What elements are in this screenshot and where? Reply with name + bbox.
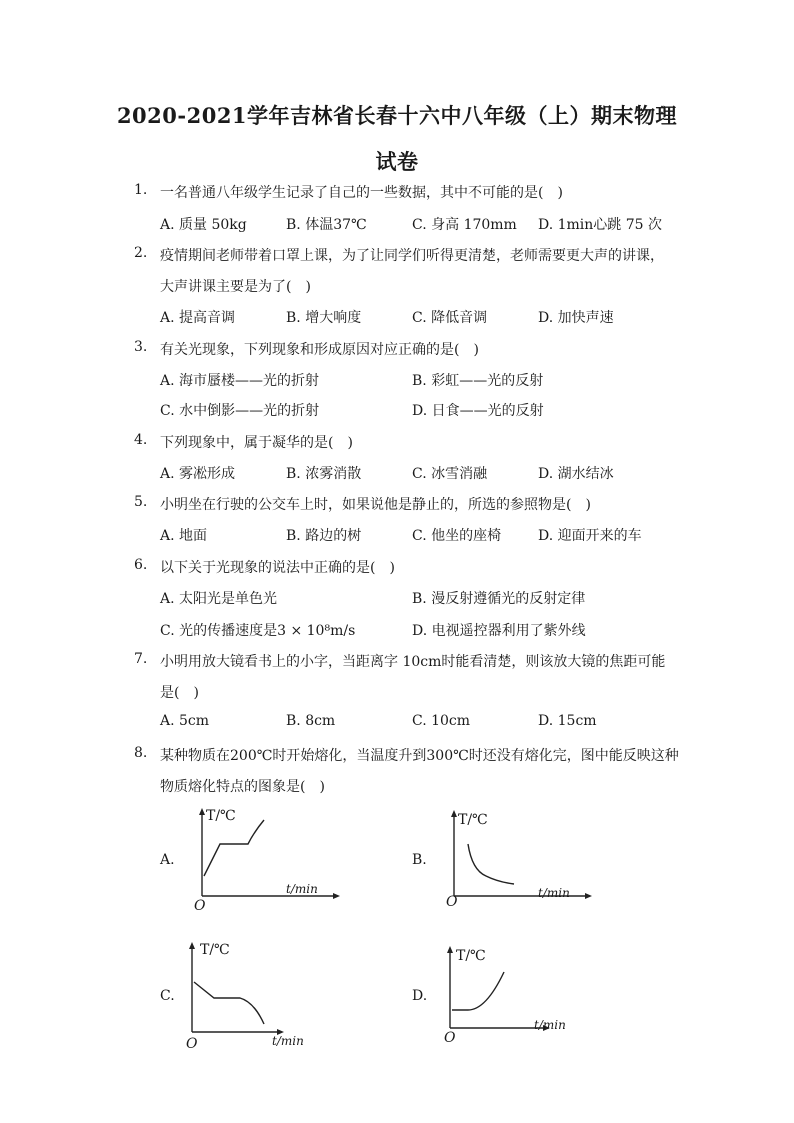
option-d[interactable]: D. bbox=[412, 988, 428, 1004]
paper-title-line2: 试卷 bbox=[375, 149, 419, 174]
curve bbox=[194, 982, 264, 1024]
question-number: 8. bbox=[134, 745, 148, 761]
question-number: 6. bbox=[134, 557, 148, 573]
option-b[interactable]: B. 体温37℃ bbox=[286, 217, 367, 233]
y-axis-label: T/℃ bbox=[200, 942, 230, 958]
option-d[interactable]: D. 湖水结冰 bbox=[538, 466, 614, 482]
option-c[interactable]: C. 降低音调 bbox=[412, 310, 488, 326]
option-c[interactable]: C. 水中倒影——光的折射 bbox=[160, 403, 320, 419]
option-b[interactable]: B. 彩虹——光的反射 bbox=[412, 373, 544, 389]
option-b[interactable]: B. bbox=[412, 852, 427, 868]
option-b[interactable]: B. 漫反射遵循光的反射定律 bbox=[412, 591, 586, 607]
option-d[interactable]: D. 电视遥控器利用了紫外线 bbox=[412, 623, 586, 639]
y-axis-label: T/℃ bbox=[458, 812, 488, 828]
origin-label: O bbox=[446, 894, 458, 910]
question-number: 5. bbox=[134, 494, 148, 510]
option-d[interactable]: D. 15cm bbox=[538, 713, 597, 729]
graph-d[interactable] bbox=[434, 944, 604, 1054]
question-number: 1. bbox=[134, 182, 148, 198]
question-text: 小明用放大镜看书上的小字，当距离字 10cm时能看清楚，则该放大镜的焦距可能 bbox=[160, 654, 666, 670]
option-a[interactable]: A. 太阳光是单色光 bbox=[160, 591, 278, 607]
curve bbox=[468, 844, 514, 884]
option-b[interactable]: B. 路边的树 bbox=[286, 528, 362, 544]
question-text: 有关光现象，下列现象和形成原因对应正确的是( ) bbox=[160, 342, 479, 358]
y-axis-arrow bbox=[199, 808, 205, 815]
option-a[interactable]: A. 海市蜃楼——光的折射 bbox=[160, 373, 320, 389]
question-text-continued: 物质熔化特点的图象是( ) bbox=[160, 779, 325, 795]
option-a[interactable]: A. 5cm bbox=[160, 713, 210, 729]
curve bbox=[204, 820, 264, 876]
origin-label: O bbox=[194, 898, 206, 914]
question-number: 3. bbox=[134, 339, 148, 355]
option-a[interactable]: A. 质量 50kg bbox=[160, 217, 247, 233]
question-number: 2. bbox=[134, 245, 148, 261]
option-d[interactable]: D. 1min心跳 75 次 bbox=[538, 217, 663, 233]
option-c[interactable]: C. bbox=[160, 988, 175, 1004]
x-axis-label: t/min bbox=[538, 886, 570, 900]
x-axis-label: t/min bbox=[286, 882, 318, 896]
y-axis-label: T/℃ bbox=[456, 948, 486, 964]
option-b[interactable]: B. 增大响度 bbox=[286, 310, 362, 326]
y-axis-arrow bbox=[447, 946, 453, 953]
question-text: 疫情期间老师带着口罩上课，为了让同学们听得更清楚，老师需要更大声的讲课， bbox=[160, 248, 664, 264]
question-number: 4. bbox=[134, 432, 148, 448]
x-axis-arrow bbox=[585, 893, 592, 899]
option-d[interactable]: D. 日食——光的反射 bbox=[412, 403, 544, 419]
option-b[interactable]: B. 8cm bbox=[286, 713, 336, 729]
x-axis-label: t/min bbox=[272, 1034, 304, 1048]
option-c[interactable]: C. 身高 170mm bbox=[412, 217, 517, 233]
y-axis-arrow bbox=[189, 942, 195, 949]
x-axis-arrow bbox=[333, 893, 340, 899]
question-text: 某种物质在200℃时开始熔化，当温度升到300℃时还没有熔化完，图中能反映这种 bbox=[160, 748, 679, 764]
origin-label: O bbox=[186, 1036, 198, 1052]
y-axis-label: T/℃ bbox=[206, 808, 236, 824]
option-c[interactable]: C. 冰雪消融 bbox=[412, 466, 488, 482]
y-axis-arrow bbox=[451, 810, 457, 817]
option-d[interactable]: D. 迎面开来的车 bbox=[538, 528, 642, 544]
question-text-continued: 是( ) bbox=[160, 685, 199, 701]
option-c[interactable]: C. 10cm bbox=[412, 713, 471, 729]
question-text-continued: 大声讲课主要是为了( ) bbox=[160, 279, 311, 295]
graph-b[interactable] bbox=[438, 808, 608, 918]
option-a[interactable]: A. 地面 bbox=[160, 528, 208, 544]
question-number: 7. bbox=[134, 651, 148, 667]
x-axis-label: t/min bbox=[534, 1018, 566, 1032]
option-b[interactable]: B. 浓雾消散 bbox=[286, 466, 362, 482]
option-a[interactable]: A. 雾凇形成 bbox=[160, 466, 236, 482]
graph-a[interactable] bbox=[186, 806, 356, 916]
option-a[interactable]: A. 提高音调 bbox=[160, 310, 236, 326]
question-text: 一名普通八年级学生记录了自己的一些数据，其中不可能的是( ) bbox=[160, 185, 563, 201]
option-c[interactable]: C. 光的传播速度是3 × 10⁸m/s bbox=[160, 623, 356, 639]
paper-title-line1: 2020-2021学年吉林省长春十六中八年级（上）期末物理 bbox=[116, 103, 678, 128]
option-a[interactable]: A. bbox=[160, 852, 175, 868]
question-text: 小明坐在行驶的公交车上时，如果说他是静止的，所选的参照物是( ) bbox=[160, 497, 591, 513]
question-text: 以下关于光现象的说法中正确的是( ) bbox=[160, 560, 395, 576]
graph-c[interactable] bbox=[176, 940, 346, 1050]
curve bbox=[452, 972, 504, 1010]
question-text: 下列现象中，属于凝华的是( ) bbox=[160, 435, 353, 451]
option-c[interactable]: C. 他坐的座椅 bbox=[412, 528, 502, 544]
origin-label: O bbox=[444, 1030, 456, 1046]
option-d[interactable]: D. 加快声速 bbox=[538, 310, 614, 326]
